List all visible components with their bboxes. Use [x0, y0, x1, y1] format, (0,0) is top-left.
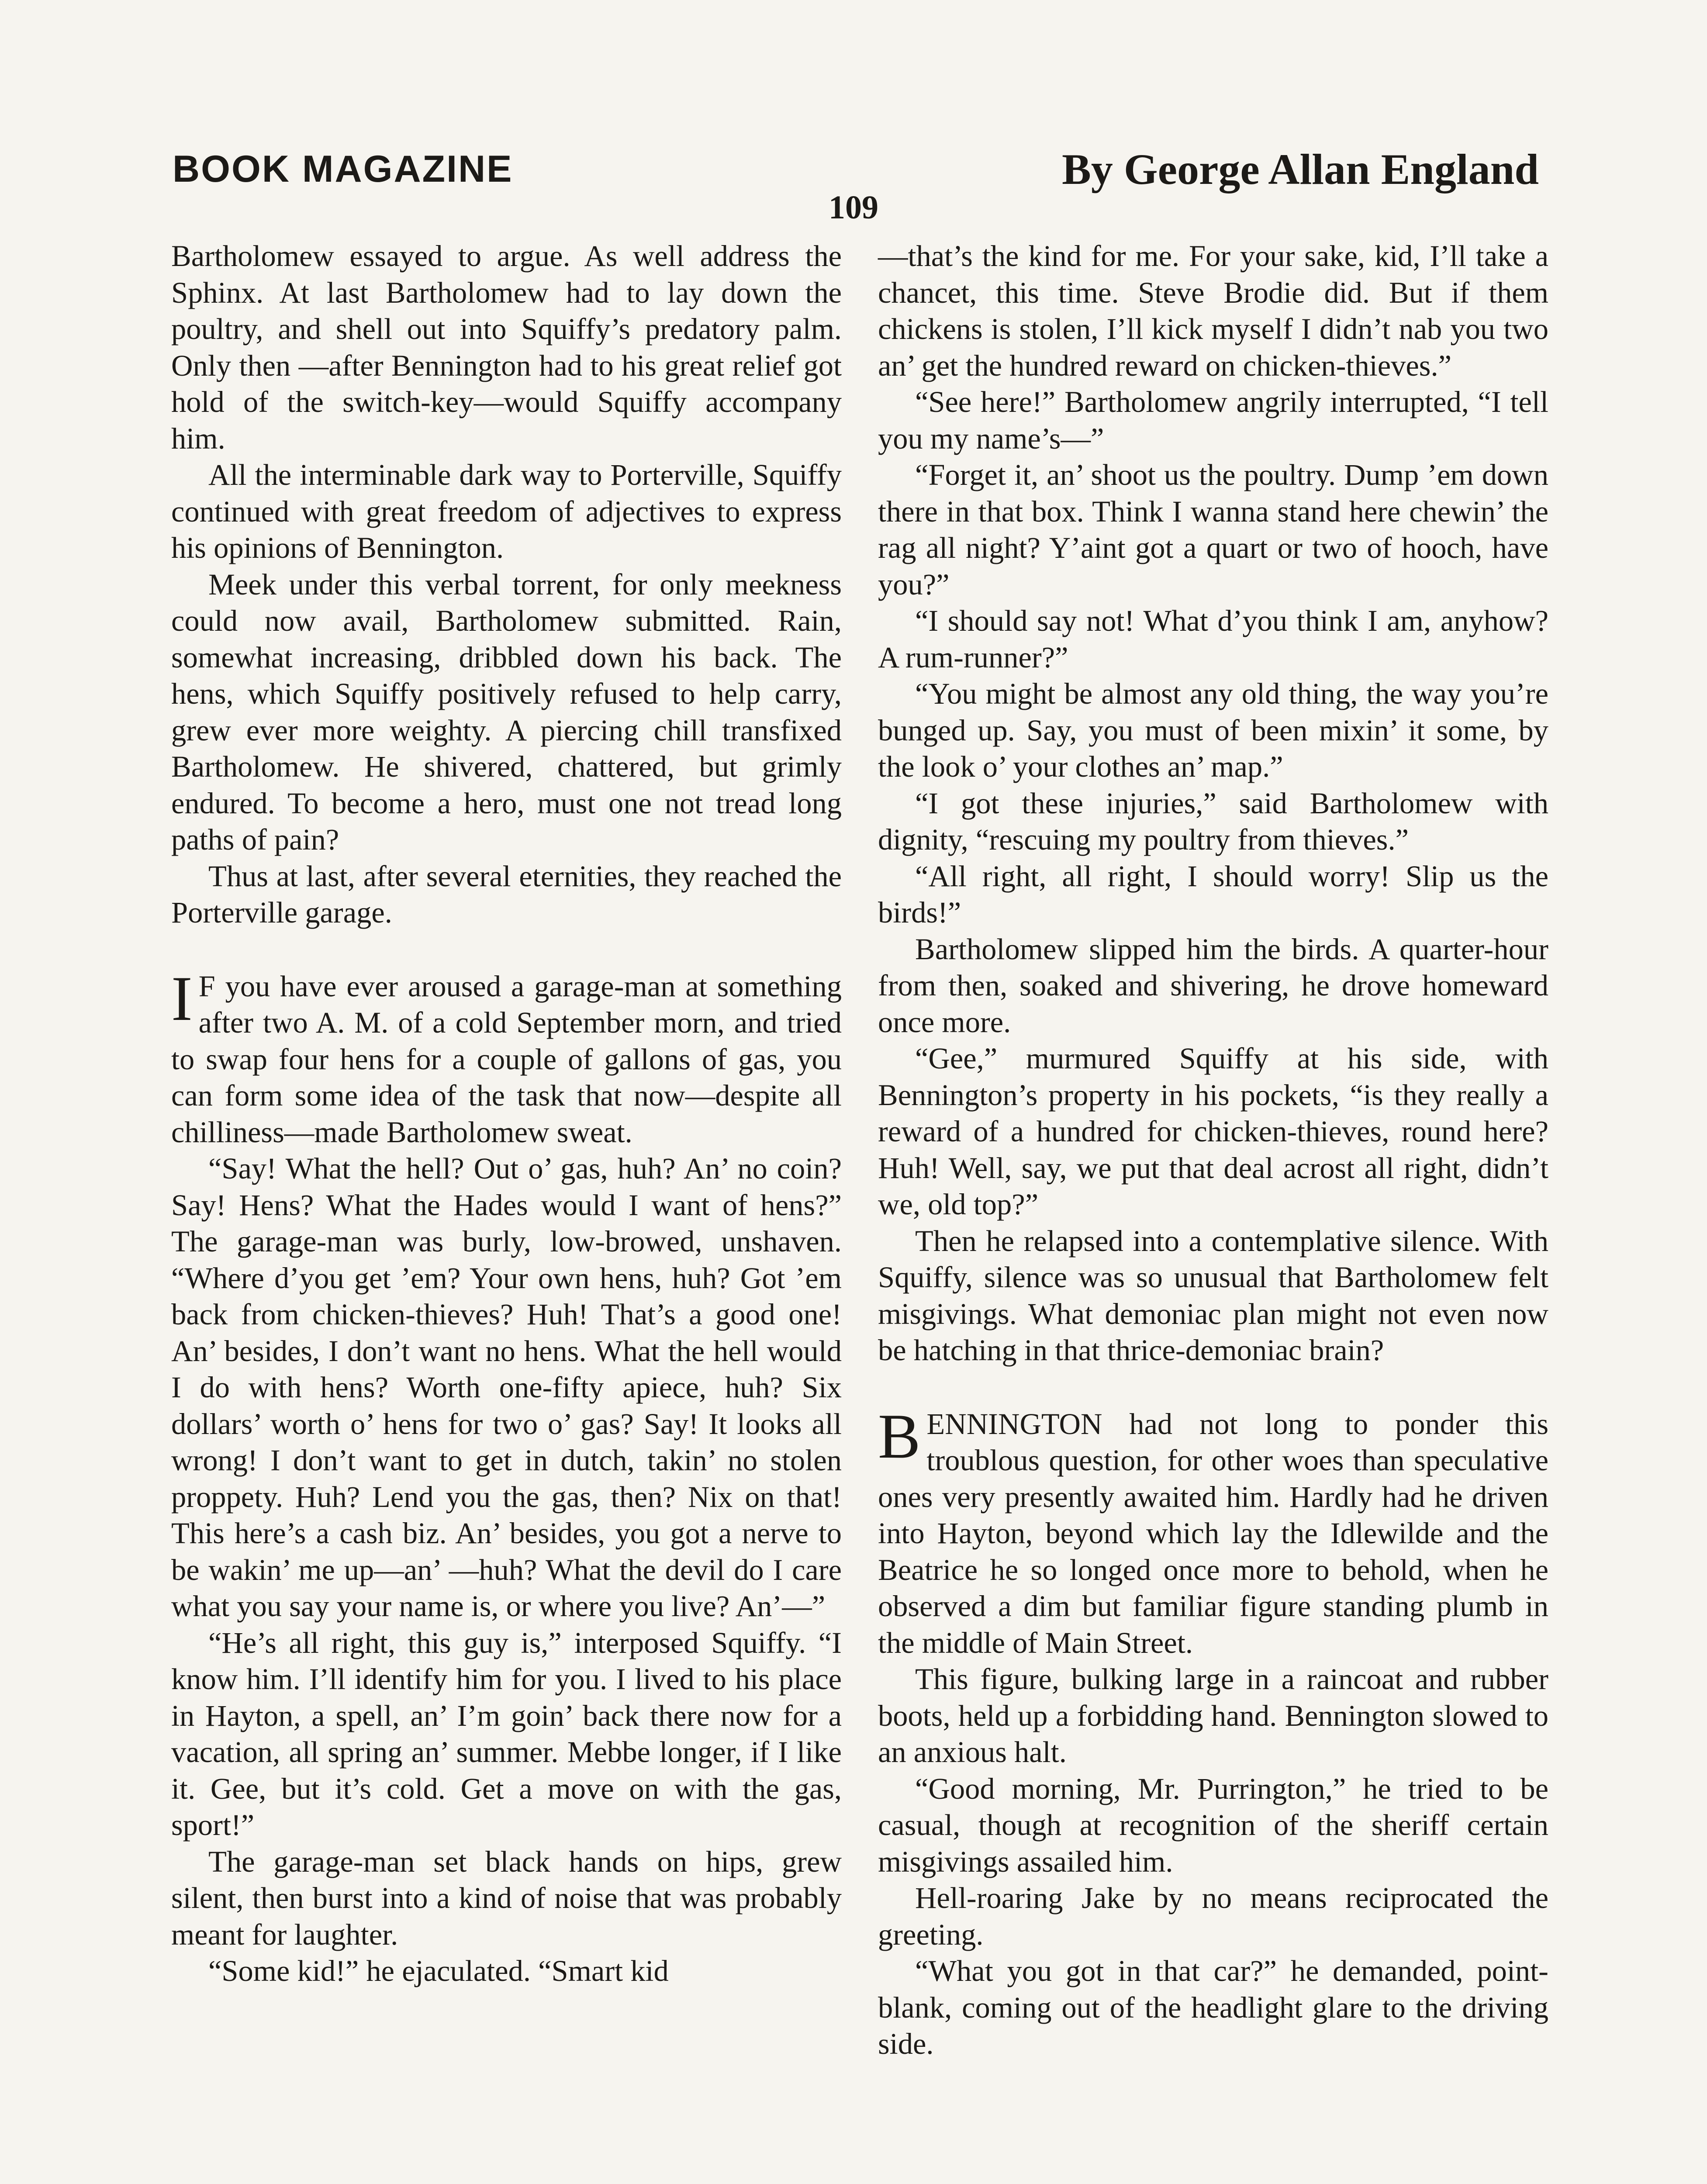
paragraph-text: “I should say not! What d’you think I am, anyhow? A rum-runner?”	[878, 604, 1548, 674]
paragraph	[878, 1953, 1548, 2063]
paragraph-text: —that’s the kind for me. For your sake, kid, I’ll take a chancet, this time. Steve Brodie did. But if them chickens is stolen, I’ll kick myself I didn’t nab you two an’ get the hundred reward on chicken-thieves.”	[878, 239, 1548, 382]
section-paragraph	[878, 1400, 1548, 1662]
paragraph-text: This figure, bulking large in a raincoat and rubber boots, held up a forbidding hand. Bennington slowed to an anxious halt.	[878, 1662, 1548, 1769]
paragraph	[878, 384, 1548, 457]
paragraph-text: “Say! What the hell? Out o’ gas, huh? An’ no coin? Say! Hens? What the Hades would I want of hens?” The garage-man was burly, low-browed, unshaven. “Where d’you get ’em? Your own hens, huh? Got ’em back from chicken-thieves? Huh! That’s a good one! An’ besides, I don’t want no hens. What the hell would I do with hens? Worth one-fifty apiece, huh? Six dollars’ worth o’ hens for two o’ gas? Say! It looks all wrong! I don’t want to get in dutch, takin’ no stolen proppety. Huh? Lend you the gas, then? Nix on that! This here’s a cash biz. An’ besides, you got a nerve to be wakin’ me up—an’ —huh? What the devil do I care what you say your name is, or where you live? An’—”	[171, 1152, 842, 1623]
paragraph-text: “What you got in that car?” he demanded, point-blank, coming out of the headlight glare to the driving side.	[878, 1954, 1548, 2060]
paragraph-text: Hell-roaring Jake by no means reciprocated the greeting.	[878, 1881, 1548, 1951]
paragraph-text: “I got these injuries,” said Bartholomew with dignity, “rescuing my poultry from thieves.”	[878, 786, 1548, 856]
paragraph	[171, 1953, 842, 1990]
paragraph-text: Bartholomew slipped him the birds. A quarter-hour from then, soaked and shivering, he drove homeward once more.	[878, 932, 1548, 1039]
paragraph	[878, 457, 1548, 603]
paragraph	[171, 1625, 842, 1844]
paragraph-text: Meek under this verbal torrent, for only meekness could now avail, Bartholomew submitted. Rain, somewhat increasing, dribbled down his back. The hens, which Squiffy positively refused to help carry, grew ever more weighty. A piercing chill transfixed Bartholomew. He shivered, chattered, but grimly endured. To become a hero, must one not tread long paths of pain?	[171, 567, 842, 856]
paragraph-text: The garage-man set black hands on hips, grew silent, then burst into a kind of noise that was probably meant for laughter.	[171, 1845, 842, 1951]
paragraph-text: “You might be almost any old thing, the way you’re bunged up. Say, you must of been mixin’ it some, by the look o’ your clothes an’ map.”	[878, 677, 1548, 783]
paragraph	[878, 676, 1548, 785]
paragraph	[171, 238, 842, 457]
paragraph-text: All the interminable dark way to Porterville, Squiffy continued with great freedom of adjectives to express his opinions of Bennington.	[171, 458, 842, 564]
magazine-title: BOOK MAGAZINE	[173, 148, 513, 190]
paragraph-text: ENNINGTON had not long to ponder this troublous question, for other woes than speculative ones very presently awaited him. Hardly had he driven into Hayton, beyond which lay the Idlewilde and the Beatrice he so longed once more to behold, when he observed a dim but familiar figure standing plumb in the middle of Main Street.	[878, 1407, 1548, 1659]
paragraph	[878, 931, 1548, 1041]
paragraph	[171, 1844, 842, 1953]
paragraph	[878, 238, 1548, 384]
paragraph	[878, 1040, 1548, 1223]
paragraph-text: “Gee,” murmured Squiffy at his side, with Bennington’s property in his pockets, “is they really a reward of a hundred for chicken-thieves, round here? Huh! Well, say, we put that deal acrost all right, didn’t we, old top?”	[878, 1042, 1548, 1221]
paragraph-text: “See here!” Bartholomew angrily interrupted, “I tell you my name’s—”	[878, 385, 1548, 455]
page-number: 109	[829, 189, 878, 226]
left-column	[171, 238, 842, 1990]
paragraph	[171, 1151, 842, 1625]
paragraph	[878, 785, 1548, 858]
right-column	[878, 238, 1548, 2063]
section-paragraph	[171, 963, 842, 1151]
paragraph	[878, 1880, 1548, 1953]
paragraph-text: “He’s all right, this guy is,” interposed Squiffy. “I know him. I’ll identify him for you. I lived to his place in Hayton, a spell, an’ I’m goin’ back there now for a vacation, all spring an’ summer. Mebbe longer, if I like it. Gee, but it’s cold. Get a move on with the gas, sport!”	[171, 1626, 842, 1842]
paragraph-text: Then he relapsed into a contemplative silence. With Squiffy, silence was so unusual that Bartholomew felt misgivings. What demoniac plan might not even now be hatching in that thrice-demoniac brain?	[878, 1224, 1548, 1367]
paragraph	[878, 1661, 1548, 1771]
paragraph	[171, 567, 842, 858]
drop-cap: I	[171, 963, 193, 1034]
paragraph-text: “Good morning, Mr. Purrington,” he tried to be casual, though at recognition of the sheriff certain misgivings assailed him.	[878, 1772, 1548, 1878]
drop-cap: B	[878, 1400, 921, 1472]
paragraph-text: “Some kid!” he ejaculated. “Smart kid	[208, 1954, 669, 1987]
paragraph-text: F you have ever aroused a garage-man at something after two A. M. of a cold September morn, and tried to swap four hens for a couple of gallons of gas, you can form some idea of the task that now—despite all chilliness—made Bartholomew sweat.	[171, 969, 842, 1149]
paragraph-text: Bartholomew essayed to argue. As well address the Sphinx. At last Bartholomew had to lay down the poultry, and shell out into Squiffy’s predatory palm. Only then —after Bennington had to his great relief got hold of the switch-key—would Squiffy accompany him.	[171, 239, 842, 455]
paragraph	[171, 858, 842, 931]
paragraph	[878, 1223, 1548, 1369]
paragraph-text: Thus at last, after several eternities, they reached the Porterville garage.	[171, 859, 842, 929]
author-byline: By George Allan England	[1062, 145, 1539, 194]
paragraph	[878, 1771, 1548, 1880]
paragraph-text: “All right, all right, I should worry! Slip us the birds!”	[878, 859, 1548, 929]
paragraph	[171, 457, 842, 567]
paragraph	[878, 603, 1548, 676]
paragraph-text: “Forget it, an’ shoot us the poultry. Dump ’em down there in that box. Think I wanna stand here chewin’ the rag all night? Y’aint got a quart or two of hooch, have you?”	[878, 458, 1548, 601]
paragraph	[878, 858, 1548, 931]
